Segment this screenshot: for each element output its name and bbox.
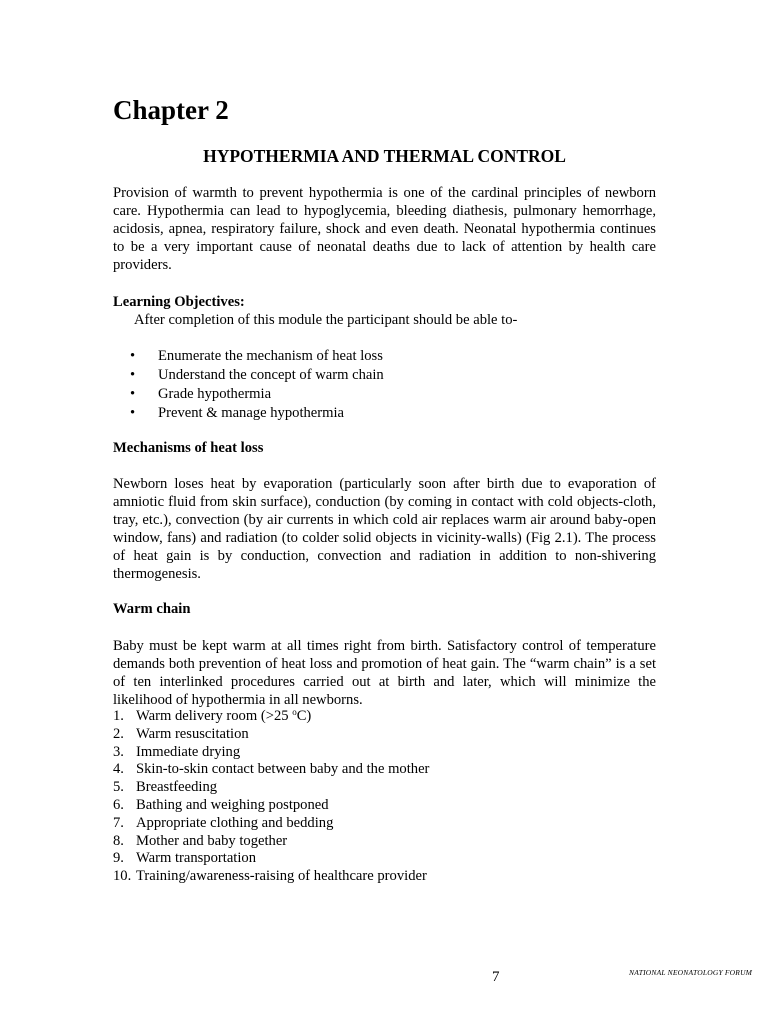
list-item: • Understand the concept of warm chain — [130, 367, 384, 383]
list-item: 3. Immediate drying — [113, 743, 241, 760]
footer-organization: NATIONAL NEONATOLOGY FORUM — [629, 968, 753, 977]
chapter-label: Chapter 2 — [113, 95, 229, 125]
list-item: 10. Training/awareness-raising of healthcare provider — [113, 868, 427, 885]
learning-objectives-lead: After completion of this module the participant should be able to- — [134, 312, 518, 328]
bullet-icon: • — [130, 386, 136, 402]
bullet-icon: • — [130, 367, 136, 383]
warm-chain-heading: Warm chain — [113, 601, 191, 617]
list-item: • Enumerate the mechanism of heat loss — [130, 348, 383, 364]
warm-chain-list — [113, 708, 429, 886]
list-item: • Prevent & manage hypothermia — [130, 405, 345, 421]
bullet-icon: • — [130, 348, 136, 364]
page-number: 7 — [492, 969, 500, 985]
list-item: 1. Warm delivery room (>25 $^o$C) — [113, 707, 312, 724]
heat-loss-paragraph: Newborn loses heat by evaporation (particularly soon after birth due to evaporation of amniotic fluid from skin surface), conduction (by coming in contact with cold objects-cloth, tray, etc.), convection (by air currents in which cold air replaces warm air around baby-open window, fans) and radiation (to colder solid objects in vicinity-walls) (Fig 2.1). The process of heat gain is by conduction, convection and radiation in addition to non-shivering thermogenesis. — [113, 476, 656, 582]
intro-paragraph: Provision of warmth to prevent hypothermia is one of the cardinal principles of newborn care. Hypothermia can lead to hypoglycemia, bleeding diathesis, pulmonary hemorrhage, acidosis, apnea, respiratory failure, shock and even death. Neonatal hypothermia continues to be a very important cause of neonatal deaths due to lack of attention by health care providers. — [113, 185, 656, 273]
list-item: 4. Skin-to-skin contact between baby and the mother — [113, 761, 430, 778]
list-item: 2. Warm resuscitation — [113, 725, 249, 742]
learning-objectives-heading: Learning Objectives: — [113, 294, 245, 310]
warm-chain-paragraph: Baby must be kept warm at all times right from birth. Satisfactory control of temperature demands both prevention of heat loss and promotion of heat gain. The “warm chain” is a set of ten interlinked procedures carried out at birth and later, which will minimize the likelihood of hypothermia in all newborns. — [113, 638, 656, 708]
list-item: 9. Warm transportation — [113, 850, 256, 867]
learning-objectives-list — [113, 347, 384, 423]
list-item: 5. Breastfeeding — [113, 779, 218, 796]
bullet-icon: • — [130, 405, 136, 421]
list-item: 7. Appropriate clothing and bedding — [113, 814, 334, 831]
heat-loss-heading: Mechanisms of heat loss — [113, 440, 264, 456]
list-item: 8. Mother and baby together — [113, 832, 288, 849]
document-page — [113, 0, 753, 1024]
list-item: • Grade hypothermia — [130, 386, 272, 402]
page-title: HYPOTHERMIA AND THERMAL CONTROL — [203, 146, 566, 166]
list-item: 6. Bathing and weighing postponed — [113, 796, 329, 813]
